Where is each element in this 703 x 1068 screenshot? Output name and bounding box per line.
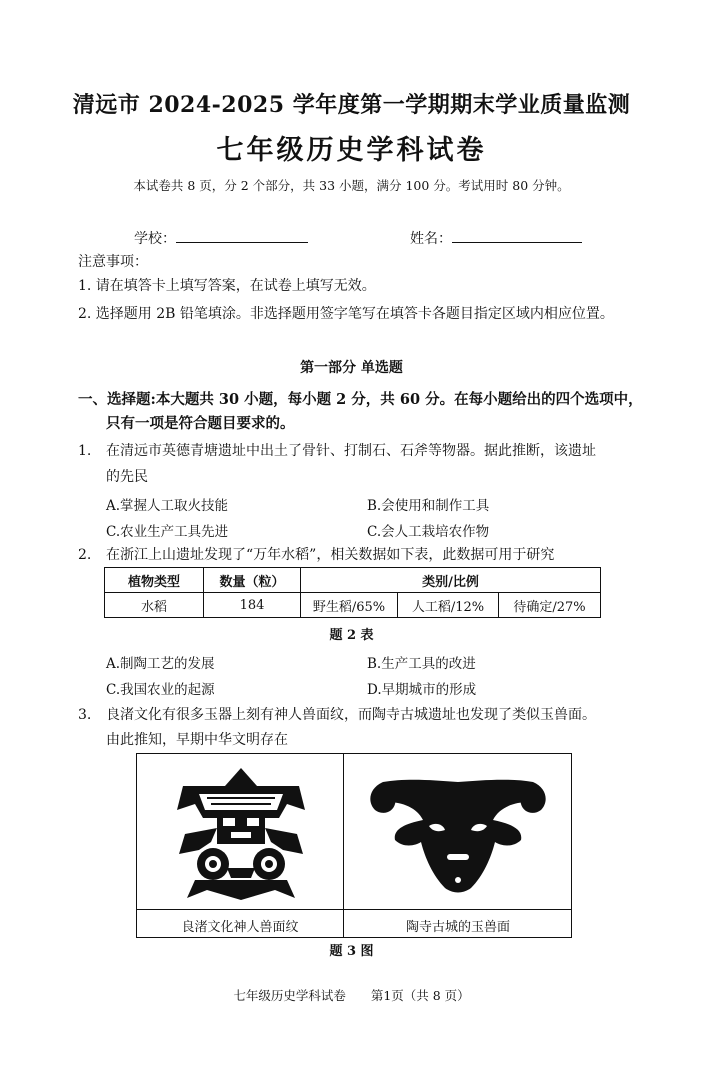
school-label: 学校： [134, 231, 176, 247]
figure-caption-right: 陶寺古城的玉兽面 [405, 920, 510, 935]
table-header: 数量（粒） [204, 568, 301, 593]
part1-title: 第一部分 单选题 [300, 360, 403, 376]
part1-instruction: 一、选择题:本大题共 30 小题，每小题 2 分，共 60 分。在每小题给出的四个选项中， [78, 391, 643, 408]
school-field [176, 228, 308, 243]
question-stem-cont: 由此推知，早期中华文明存在 [106, 732, 288, 748]
question-stem: 良渚文化有很多玉器上刻有神人兽面纹，而陶寺古城遗址也发现了类似玉兽面。 [106, 707, 596, 723]
option-a[interactable]: A.掌握人工取火技能 [106, 498, 229, 514]
option-c[interactable]: C.我国农业的起源 [106, 682, 215, 698]
question-stem: 在清远市英德青塘遗址中出土了骨针、打制石、石斧等物器。据此推断，该遗址 [106, 443, 596, 459]
exam-subtitle: 本试卷共 8 页，分 2 个部分，共 33 小题，满分 100 分。考试用时 80 分钟。 [133, 178, 570, 193]
table-cell: 野生稻/65% [301, 593, 398, 618]
figure-caption-left: 良渚文化神人兽面纹 [181, 920, 299, 935]
note-item: 1. 请在填答卡上填写答案，在试卷上填写无效。 [78, 278, 376, 294]
option-a[interactable]: A.制陶工艺的发展 [106, 656, 215, 672]
table-cell: 人工稻/12% [398, 593, 499, 618]
exam-title-line2: 七年级历史学科试卷 [216, 135, 487, 166]
question-number: 1. [78, 443, 92, 459]
table-caption: 题 2 表 [329, 628, 374, 643]
option-b[interactable]: B.会使用和制作工具 [367, 498, 490, 514]
table-header: 类别/比例 [301, 568, 601, 593]
question-number: 2. [78, 547, 92, 563]
table-cell: 184 [204, 593, 301, 618]
table-cell: 水稻 [105, 593, 204, 618]
part1-instruction-cont: 只有一项是符合题目要求的。 [106, 415, 295, 432]
exam-title-line1: 清远市 2024-2025 学年度第一学期期末学业质量监测 [72, 92, 631, 118]
option-b[interactable]: B.生产工具的改进 [367, 656, 476, 672]
option-c[interactable]: C.农业生产工具先进 [106, 524, 229, 540]
question-number: 3. [78, 707, 92, 723]
question-stem: 在浙江上山遗址发现了“万年水稻”，相关数据如下表，此数据可用于研究 [106, 547, 555, 563]
figure-caption: 题 3 图 [329, 944, 374, 959]
notes-heading: 注意事项： [78, 254, 148, 270]
liangzhu-motif-image [155, 764, 327, 904]
name-label: 姓名： [410, 231, 452, 247]
page-footer: 七年级历史学科试卷 第1页（共 8 页） [233, 988, 470, 1003]
name-field [452, 228, 582, 243]
q2-data-table [104, 567, 601, 618]
table-cell: 待确定/27% [499, 593, 601, 618]
q3-figure [136, 753, 572, 938]
taosi-jade-image [363, 768, 553, 896]
question-stem-cont: 的先民 [106, 469, 148, 485]
option-d[interactable]: D.早期城市的形成 [367, 682, 477, 698]
note-item: 2. 选择题用 2B 铅笔填涂。非选择题用签字笔写在填答卡各题目指定区域内相应位置。 [78, 306, 614, 322]
option-d[interactable]: C.会人工栽培农作物 [367, 524, 490, 540]
table-header: 植物类型 [105, 568, 204, 593]
